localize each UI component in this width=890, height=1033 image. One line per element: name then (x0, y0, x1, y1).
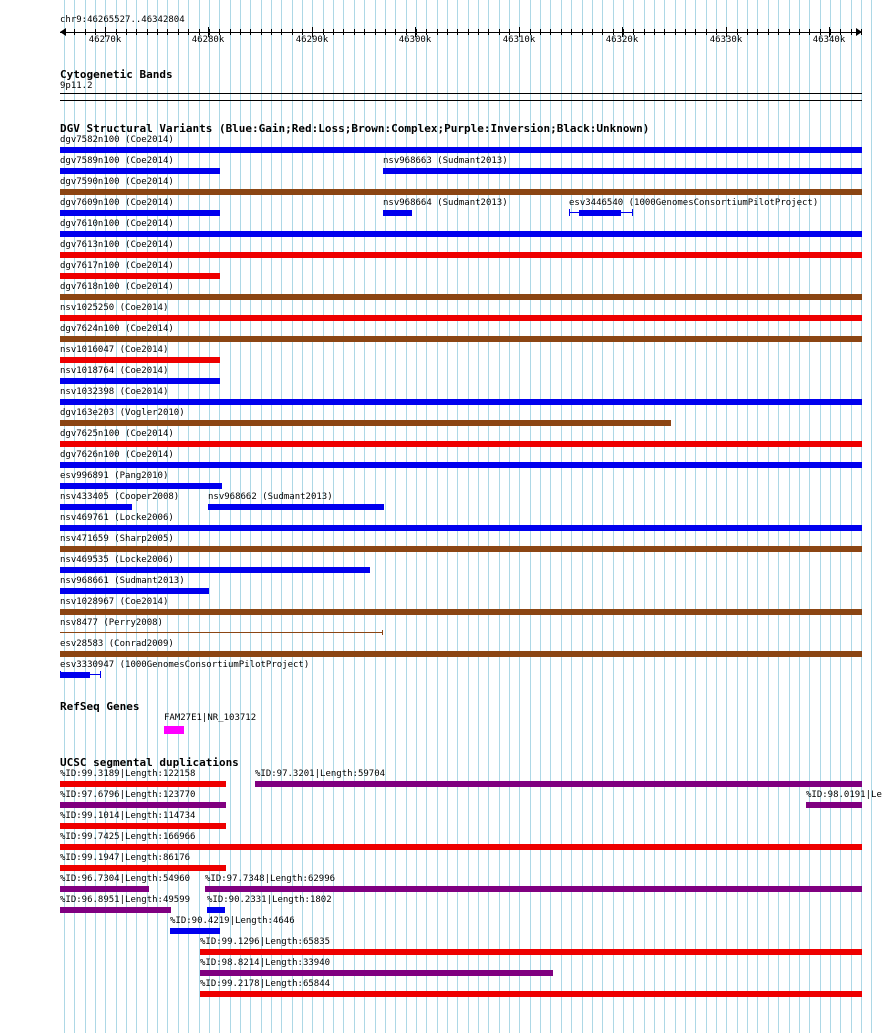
cytoband-bar-top (60, 93, 862, 94)
dgv-feature-bar[interactable] (60, 504, 132, 510)
dgv-feature-label[interactable]: nsv1028967 (Coe2014) (60, 597, 169, 607)
ruler-minor-tick (592, 29, 593, 35)
dgv-feature-bar[interactable] (60, 420, 671, 426)
ruler-minor-tick (375, 29, 376, 35)
dgv-feature-label[interactable]: nsv471659 (Sharp2005) (60, 534, 174, 544)
dgv-feature-label[interactable]: dgv7625n100 (Coe2014) (60, 429, 174, 439)
segdup-feature-bar[interactable] (200, 991, 862, 997)
dgv-feature-label[interactable]: nsv8477 (Perry2008) (60, 618, 163, 628)
dgv-feature-label[interactable]: esv3330947 (1000GenomesConsortiumPilotProject) (60, 660, 310, 670)
dgv-feature-bar[interactable] (60, 336, 862, 342)
dgv-feature-bar[interactable] (60, 651, 862, 657)
ruler-minor-tick (437, 29, 438, 35)
ruler-minor-tick (561, 29, 562, 35)
dgv-feature-bar[interactable] (60, 210, 220, 216)
dgv-feature-label[interactable]: dgv7610n100 (Coe2014) (60, 219, 174, 229)
ruler-minor-tick (105, 29, 106, 35)
dgv-feature-label[interactable]: nsv968663 (Sudmant2013) (383, 156, 508, 166)
segdup-feature-label[interactable]: %ID:96.7304|Length:54960 (60, 874, 191, 884)
ruler-minor-tick (675, 29, 676, 35)
ruler-minor-tick (354, 29, 355, 35)
ruler-minor-tick (178, 29, 179, 35)
dgv-feature-bar[interactable] (60, 462, 862, 468)
ruler-minor-tick (851, 29, 852, 35)
dgv-feature-bar[interactable] (60, 567, 370, 573)
dgv-feature-label[interactable]: dgv7609n100 (Coe2014) (60, 198, 174, 208)
dgv-feature-label[interactable]: nsv968661 (Sudmant2013) (60, 576, 185, 586)
dgv-feature-bar[interactable] (60, 231, 862, 237)
segdup-feature-bar[interactable] (200, 949, 862, 955)
segdup-feature-label[interactable]: %ID:90.4219|Length:4646 (170, 916, 295, 926)
ruler-minor-tick (85, 29, 86, 35)
dgv-feature-bar[interactable] (60, 399, 862, 405)
ruler-minor-tick (654, 29, 655, 35)
ruler-minor-tick (550, 29, 551, 35)
ruler-minor-tick (250, 29, 251, 35)
ruler-minor-tick (716, 29, 717, 35)
segdup-feature-bar[interactable] (60, 802, 226, 808)
segdup-feature-bar[interactable] (60, 886, 149, 892)
dgv-feature-bar[interactable] (60, 609, 862, 615)
segdup-feature-label[interactable]: %ID:99.3189|Length:122158 (60, 769, 196, 779)
ruler-minor-tick (809, 29, 810, 35)
ruler-tick-label: 46310k (502, 35, 536, 45)
ruler-minor-tick (447, 29, 448, 35)
ruler-minor-tick (540, 29, 541, 35)
ruler-minor-tick (116, 29, 117, 35)
ruler-minor-tick (219, 29, 220, 35)
ruler-minor-tick (840, 29, 841, 35)
dgv-feature-label[interactable]: nsv433405 (Cooper2008) (60, 492, 180, 502)
segdup-feature-label[interactable]: %ID:90.2331|Length:1802 (207, 895, 332, 905)
dgv-feature-bar[interactable] (60, 546, 862, 552)
segdup-feature-bar[interactable] (60, 844, 862, 850)
dgv-feature-label[interactable]: nsv1018764 (Coe2014) (60, 366, 169, 376)
ruler-minor-tick (312, 29, 313, 35)
ruler-minor-tick (830, 29, 831, 35)
ruler-minor-tick (230, 29, 231, 35)
cytoband-label: 9p11.2 (60, 81, 93, 91)
dgv-feature-bar[interactable] (60, 168, 220, 174)
dgv-feature-bar[interactable] (60, 315, 862, 321)
dgv-feature-label[interactable]: dgv7582n100 (Coe2014) (60, 135, 174, 145)
dgv-feature-label[interactable]: dgv7589n100 (Coe2014) (60, 156, 174, 166)
ruler-minor-tick (416, 29, 417, 35)
ruler-minor-tick (861, 29, 862, 35)
ruler-minor-tick (95, 29, 96, 35)
ruler-minor-tick (157, 29, 158, 35)
segdup-feature-bar[interactable] (806, 802, 862, 808)
ruler-minor-tick (530, 29, 531, 35)
ruler-minor-tick (768, 29, 769, 35)
segdup-feature-label[interactable]: %ID:96.8951|Length:49599 (60, 895, 191, 905)
dgv-feature-bar[interactable] (60, 378, 220, 384)
ruler-minor-tick (261, 29, 262, 35)
dgv-feature-bar[interactable] (60, 294, 862, 300)
dgv-feature-bar[interactable] (60, 147, 862, 153)
ruler-minor-tick (726, 29, 727, 35)
dgv-feature-label[interactable]: dgv163e203 (Vogler2010) (60, 408, 185, 418)
cytobands-title: Cytogenetic Bands (60, 68, 173, 81)
ruler-minor-tick (478, 29, 479, 35)
ruler-minor-tick (468, 29, 469, 35)
ruler-minor-tick (395, 29, 396, 35)
dgv-feature-bar[interactable] (60, 483, 222, 489)
segdup-feature-bar[interactable] (60, 823, 226, 829)
ruler-tick-label: 46320k (605, 35, 639, 45)
dgv-feature-bar[interactable] (60, 672, 90, 678)
ruler-minor-tick (240, 29, 241, 35)
ruler-minor-tick (333, 29, 334, 35)
segdup-feature-label[interactable]: %ID:99.7425|Length:166966 (60, 832, 196, 842)
dgv-feature-label[interactable]: nsv469535 (Locke2006) (60, 555, 174, 565)
ruler-minor-tick (364, 29, 365, 35)
ruler-minor-tick (406, 29, 407, 35)
segdup-feature-label[interactable]: %ID:99.1296|Length:65835 (200, 937, 331, 947)
ruler-minor-tick (706, 29, 707, 35)
segdup-feature-label[interactable]: %ID:97.7348|Length:62996 (205, 874, 336, 884)
dgv-feature-bar[interactable] (60, 357, 220, 363)
dgv-track-title: DGV Structural Variants (Blue:Gain;Red:Loss;Brown:Complex;Purple:Inversion;Black:Unknown) (60, 122, 650, 135)
ruler-minor-tick (644, 29, 645, 35)
dgv-feature-label[interactable]: esv3446540 (1000GenomesConsortiumPilotProject) (569, 198, 819, 208)
ruler-minor-tick (74, 29, 75, 35)
segdup-feature-bar[interactable] (60, 781, 226, 787)
ruler-minor-tick (789, 29, 790, 35)
dgv-feature-bar[interactable] (60, 632, 382, 633)
ruler-minor-tick (685, 29, 686, 35)
ruler-minor-tick (323, 29, 324, 35)
ruler-minor-tick (126, 29, 127, 35)
dgv-feature-bar[interactable] (60, 273, 220, 279)
dgv-feature-label[interactable]: dgv7626n100 (Coe2014) (60, 450, 174, 460)
dgv-feature-label[interactable]: dgv7624n100 (Coe2014) (60, 324, 174, 334)
segdup-track-title: UCSC segmental duplications (60, 756, 239, 769)
dgv-feature-label[interactable]: nsv968664 (Sudmant2013) (383, 198, 508, 208)
ruler-minor-tick (136, 29, 137, 35)
dgv-feature-label[interactable]: nsv1032398 (Coe2014) (60, 387, 169, 397)
segdup-feature-bar[interactable] (200, 970, 553, 976)
ruler-minor-tick (188, 29, 189, 35)
ruler-minor-tick (519, 29, 520, 35)
segdup-feature-label[interactable]: %ID:98.8214|Length:33940 (200, 958, 331, 968)
ruler-minor-tick (820, 29, 821, 35)
ruler-minor-tick (385, 29, 386, 35)
ruler-minor-tick (602, 29, 603, 35)
dgv-feature-bar[interactable] (60, 252, 862, 258)
segdup-feature-bar[interactable] (60, 865, 226, 871)
segdup-feature-label[interactable]: %ID:99.2178|Length:65844 (200, 979, 331, 989)
segdup-feature-label[interactable]: %ID:98.0191|Le (806, 790, 882, 800)
ruler-minor-tick (199, 29, 200, 35)
dgv-feature-bar[interactable] (60, 525, 862, 531)
gene-feature[interactable] (164, 726, 184, 734)
segdup-feature-label[interactable]: %ID:97.3201|Length:59704 (255, 769, 386, 779)
ruler-tick-label: 46270k (88, 35, 122, 45)
dgv-feature-bar[interactable] (208, 504, 384, 510)
ruler-minor-tick (499, 29, 500, 35)
ruler-minor-tick (302, 29, 303, 35)
dgv-feature-whisker-cap (632, 209, 633, 216)
segdup-feature-bar[interactable] (170, 928, 220, 934)
ruler-minor-tick (271, 29, 272, 35)
ruler-minor-tick (664, 29, 665, 35)
ruler-axis (60, 32, 862, 33)
dgv-feature-label[interactable]: esv996891 (Pang2010) (60, 471, 169, 481)
ruler-minor-tick (571, 29, 572, 35)
segdup-feature-bar[interactable] (207, 907, 225, 913)
ruler-minor-tick (147, 29, 148, 35)
dgv-feature-bar[interactable] (60, 189, 862, 195)
dgv-feature-label[interactable]: dgv7613n100 (Coe2014) (60, 240, 174, 250)
ruler-minor-tick (737, 29, 738, 35)
segdup-feature-label[interactable]: %ID:99.1947|Length:86176 (60, 853, 191, 863)
ruler-minor-tick (426, 29, 427, 35)
ruler-minor-tick (757, 29, 758, 35)
cytoband-bar-bottom (60, 100, 862, 101)
dgv-feature-bar[interactable] (60, 441, 862, 447)
dgv-feature-label[interactable]: nsv1025250 (Coe2014) (60, 303, 169, 313)
dgv-feature-bar[interactable] (60, 588, 209, 594)
ruler-left-arrow (60, 28, 66, 36)
ruler-minor-tick (509, 29, 510, 35)
dgv-feature-bar[interactable] (383, 210, 412, 216)
ruler-minor-tick (695, 29, 696, 35)
dgv-feature-label[interactable]: dgv7590n100 (Coe2014) (60, 177, 174, 187)
ruler-minor-tick (64, 29, 65, 35)
ruler-minor-tick (488, 29, 489, 35)
ruler-minor-tick (623, 29, 624, 35)
dgv-feature-whisker-cap (569, 209, 570, 216)
ruler-tick-label: 46300k (398, 35, 432, 45)
ruler-minor-tick (582, 29, 583, 35)
dgv-feature-end-cap (382, 630, 383, 635)
dgv-feature-label[interactable]: dgv7618n100 (Coe2014) (60, 282, 174, 292)
ruler-minor-tick (613, 29, 614, 35)
dgv-feature-label[interactable]: esv28583 (Conrad2009) (60, 639, 174, 649)
ruler-minor-tick (778, 29, 779, 35)
dgv-feature-whisker-cap (100, 671, 101, 678)
ruler-minor-tick (167, 29, 168, 35)
ruler-minor-tick (281, 29, 282, 35)
ruler-tick-label: 46280k (191, 35, 225, 45)
dgv-feature-bar[interactable] (383, 168, 862, 174)
ruler-minor-tick (457, 29, 458, 35)
ruler-minor-tick (343, 29, 344, 35)
ruler-minor-tick (747, 29, 748, 35)
ruler-minor-tick (633, 29, 634, 35)
ruler-minor-tick (292, 29, 293, 35)
ruler-tick-label: 46330k (709, 35, 743, 45)
dgv-feature-label[interactable]: nsv1016047 (Coe2014) (60, 345, 169, 355)
dgv-feature-bar[interactable] (579, 210, 621, 216)
refseq-track-title: RefSeq Genes (60, 700, 140, 713)
ruler-tick-label: 46290k (295, 35, 329, 45)
ruler-minor-tick (209, 29, 210, 35)
segdup-feature-bar[interactable] (255, 781, 862, 787)
segdup-feature-label[interactable]: %ID:99.1014|Length:114734 (60, 811, 196, 821)
segdup-feature-label[interactable]: %ID:97.6796|Length:123770 (60, 790, 196, 800)
ruler-location: chr9:46265527..46342804 (60, 15, 185, 25)
segdup-feature-bar[interactable] (205, 886, 862, 892)
dgv-feature-label[interactable]: nsv469761 (Locke2006) (60, 513, 174, 523)
gene-label[interactable]: FAM27E1|NR_103712 (164, 713, 257, 723)
dgv-feature-label[interactable]: nsv968662 (Sudmant2013) (208, 492, 333, 502)
dgv-feature-label[interactable]: dgv7617n100 (Coe2014) (60, 261, 174, 271)
ruler-tick-label: 46340k (812, 35, 846, 45)
segdup-feature-bar[interactable] (60, 907, 171, 913)
ruler-minor-tick (799, 29, 800, 35)
